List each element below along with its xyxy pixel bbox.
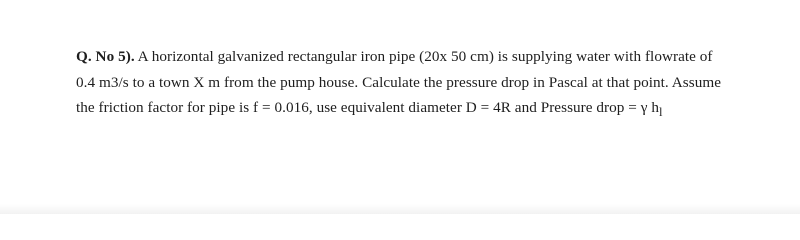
question-line-2: 0.4 m3/s to a town X m from the pump house. Calculate the pressure drop in Pascal at that point. Assume: [76, 73, 722, 91]
question-line-3-text: the friction factor for pipe is f = 0.016, use equivalent diameter D = 4R and Pressure drop = γ h: [76, 99, 660, 116]
question-line-1-text: A horizontal galvanized rectangular iron pipe (20x 50 cm) is supplying water with flowrate of: [134, 48, 713, 65]
head-loss-subscript: l: [659, 105, 663, 120]
bottom-edge-shadow: [0, 204, 800, 214]
question-line-3: [76, 95, 796, 126]
question-label: Q. No 5).: [76, 48, 135, 65]
question-line-1: [76, 44, 796, 70]
question-text: [76, 44, 796, 126]
